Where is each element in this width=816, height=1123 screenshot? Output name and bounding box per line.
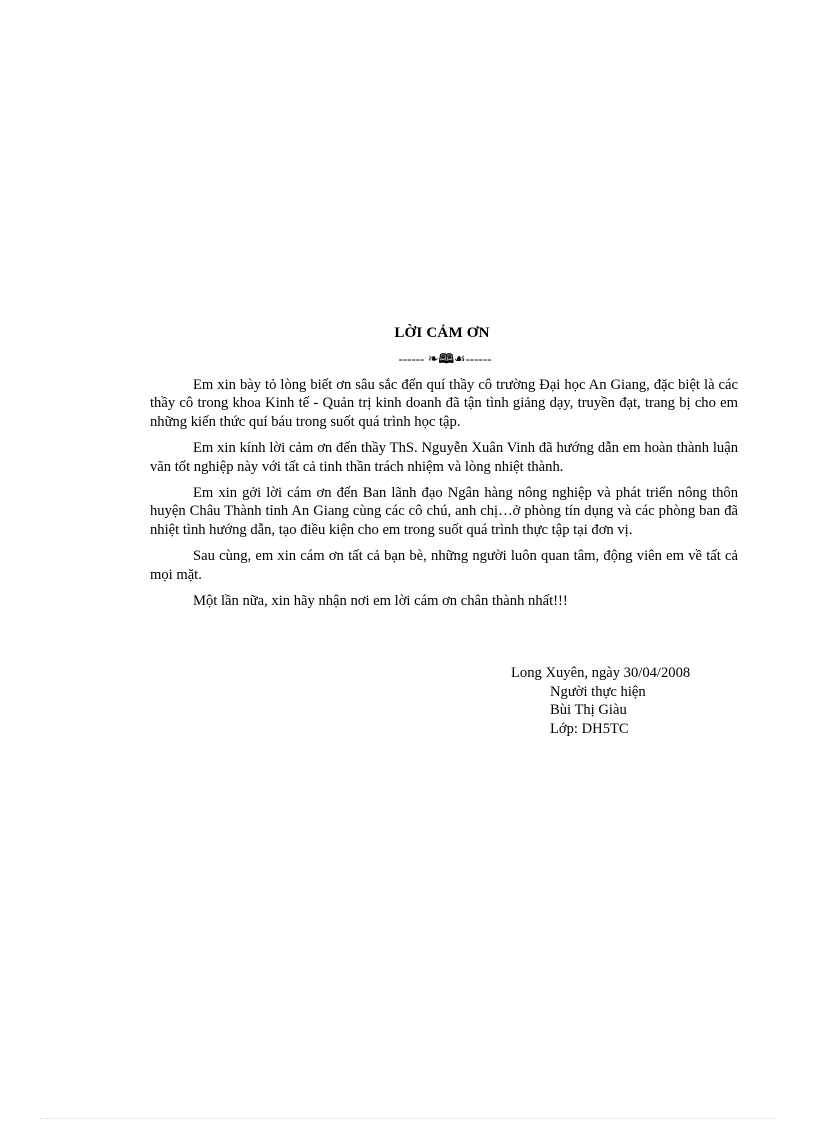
signature-name: Bùi Thị Giàu <box>550 702 627 718</box>
paragraph-bank: Em xin gởi lời cám ơn đến Ban lãnh đạo Ngân hàng nông nghiệp và phát triển nông thôn huyện Châu Thành tỉnh An Giang cùng các cô chú, anh chị…ở phòng tín dụng và các phòng ban đã nhiệt tình hướng dẫn, tạo điều kiện cho em trong suốt quá trình thực tập tại đơn vị. <box>150 485 738 538</box>
paragraph-closing: Một lần nữa, xin hãy nhận nơi em lời cám ơn chân thành nhất!!! <box>193 593 568 610</box>
signature-class: Lớp: DH5TC <box>550 720 629 737</box>
book-ornament-icon: ❧🕮☙ <box>427 352 466 367</box>
page-title: LỜI CẢM ƠN <box>394 325 490 341</box>
title-ornament <box>0 350 816 369</box>
acknowledgement-body <box>150 376 738 618</box>
page-bottom-rule <box>40 1118 776 1119</box>
paragraph-friends: Sau cùng, em xin cám ơn tất cả bạn bè, những người luôn quan tâm, động viên em về tất cả mọi mặt. <box>150 548 738 583</box>
signature-place-date: Long Xuyên, ngày 30/04/2008 <box>511 665 691 681</box>
signature-block <box>511 664 690 738</box>
paragraph-teachers: Em xin bày tỏ lòng biết ơn sâu sắc đến quí thầy cô trường Đại học An Giang, đặc biệt là các thầy cô trong khoa Kinh tế - Quản trị kinh doanh đã tận tình giảng dạy, truyền đạt, trang bị cho em những kiến thức quí báu trong suốt quá trình học tập. <box>150 377 738 430</box>
ornament-dashes-left: ------ <box>398 351 428 366</box>
ornament-dashes-right: ------ <box>465 351 492 366</box>
paragraph-supervisor: Em xin kính lời cảm ơn đến thầy ThS. Nguyễn Xuân Vinh đã hướng dẫn em hoàn thành luận văn tốt nghiệp này với tất cả tinh thần trách nhiệm và lòng nhiệt thành. <box>150 440 738 475</box>
signature-role: Người thực hiện <box>550 683 646 700</box>
